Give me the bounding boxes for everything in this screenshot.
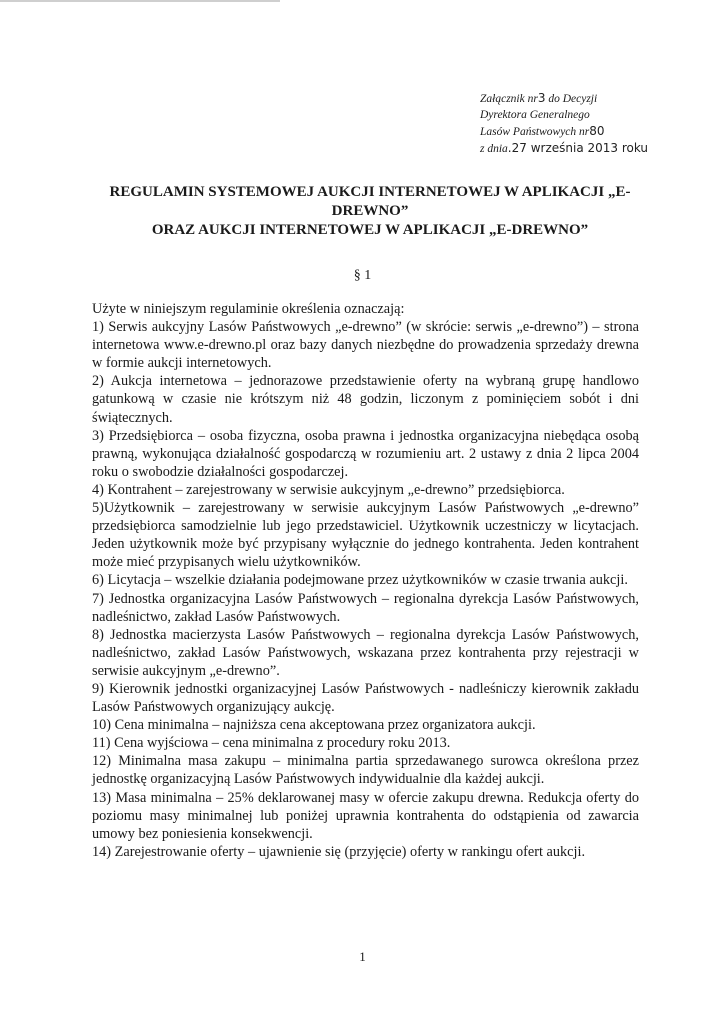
- paragraph: 2) Aukcja internetowa – jednorazowe przedstawienie oferty na wybraną grupę handlowo gatunkową w czasie nie krótszym niż 48 godzin, liczonym z pominięciem sobót i dni świątecznych.: [92, 373, 639, 426]
- paragraph: 13) Masa minimalna – 25% deklarowanej masy w ofercie zakupu drewna. Redukcja oferty do poziomu masy minimalnej lub poniżej uprawnia kontrahenta do odstąpienia od zawarcia umowy bez poniesienia konsekwencji.: [92, 789, 639, 842]
- paragraph: 14) Zarejestrowanie oferty – ujawnienie się (przyjęcie) oferty w rankingu ofert aukcji.: [92, 843, 586, 860]
- paragraph: 3) Przedsiębiorca – osoba fizyczna, osoba prawna i jednostka organizacyjna niebędąca osobą prawną, wykonująca działalność gospodarczą w rozumieniu art. 2 ustawy z dnia 2 lipca 2004 roku o swobodzie działalności gospodarczej.: [92, 427, 639, 480]
- paragraph: 12) Minimalna masa zakupu – minimalna partia sprzedawanego surowca określona przez jednostkę organizacyjną Lasów Państwowych indywidualnie dla każdej aukcji.: [92, 753, 639, 788]
- annex-line-1: [480, 90, 710, 107]
- annex-line-1-end: do Decyzji: [545, 93, 598, 105]
- annex-handwritten-date: .27 września 2013 roku: [507, 141, 649, 155]
- title-line-2: DREWNO”: [331, 203, 409, 219]
- annex-handwritten-decision-number: 80: [589, 124, 605, 138]
- paragraph: 5)Użytkownik – zarejestrowany w serwisie aukcyjnym Lasów Państwowych „e-drewno” przedsiębiorca samodzielnie lub jego przedstawiciel. Użytkownik uczestniczy w licytacjach. Jeden użytkownik może być przypisany wyłącznie do jednego kontrahenta. Jeden kontrahent może mieć przypisanych wielu użytkowników.: [92, 500, 639, 571]
- paragraph: 10) Cena minimalna – najniższa cena akceptowana przez organizatora aukcji.: [92, 717, 536, 734]
- paragraph: Użyte w niniejszym regulaminie określenia oznaczają:: [92, 301, 405, 317]
- annex-handwritten-number: 3: [537, 91, 546, 105]
- page-number: 1: [359, 949, 366, 964]
- annex-line-4: [480, 140, 710, 157]
- paragraph: 1) Serwis aukcyjny Lasów Państwowych „e-drewno” (w skrócie: serwis „e-drewno”) – strona internetowa www.e-drewno.pl oraz bazy danych niezbędne do prowadzenia sprzedaży drewna w formie aukcji internetowych.: [92, 319, 639, 372]
- section-heading: § 1: [353, 268, 372, 283]
- title-line-1: REGULAMIN SYSTEMOWEJ AUKCJI INTERNETOWEJ W APLIKACJI „E-: [109, 184, 631, 200]
- document-body: [92, 300, 639, 861]
- paragraph: 4) Kontrahent – zarejestrowany w serwisie aukcyjnym „e-drewno” przedsiębiorca.: [92, 481, 565, 498]
- document-title: [90, 183, 650, 240]
- paragraph: 11) Cena wyjściowa – cena minimalna z procedury roku 2013.: [92, 735, 451, 752]
- paragraph: 8) Jednostka macierzysta Lasów Państwowych – regionalna dyrekcja Lasów Państwowych, nadleśnictwo, zakład Lasów Państwowych, wskazana przez kontrahenta przy rejestracji w serwisie aukcyjnym „e-drewno”.: [92, 626, 639, 679]
- annex-line-2: Dyrektora Generalnego: [480, 109, 590, 121]
- annex-line-4-text: z dnia: [480, 143, 508, 155]
- paragraph: 9) Kierownik jednostki organizacyjnej Lasów Państwowych - nadleśniczy kierownik zakładu Lasów Państwowych organizujący aukcję.: [92, 680, 639, 716]
- annex-line-3-text: Lasów Państwowych nr: [480, 126, 590, 138]
- paragraph: 6) Licytacja – wszelkie działania podejmowane przez użytkowników w czasie trwania aukcji.: [92, 572, 628, 589]
- paragraph: 7) Jednostka organizacyjna Lasów Państwowych – regionalna dyrekcja Lasów Państwowych, nadleśnictwo, zakład Lasów Państwowych.: [92, 590, 639, 625]
- title-line-3: ORAZ AUKCJI INTERNETOWEJ W APLIKACJI „E-DREWNO”: [151, 222, 589, 238]
- annex-line-1-text: Załącznik nr: [480, 93, 538, 105]
- scan-edge-line: [0, 0, 280, 2]
- annex-line-3: [480, 123, 710, 140]
- annex-note: [480, 90, 710, 157]
